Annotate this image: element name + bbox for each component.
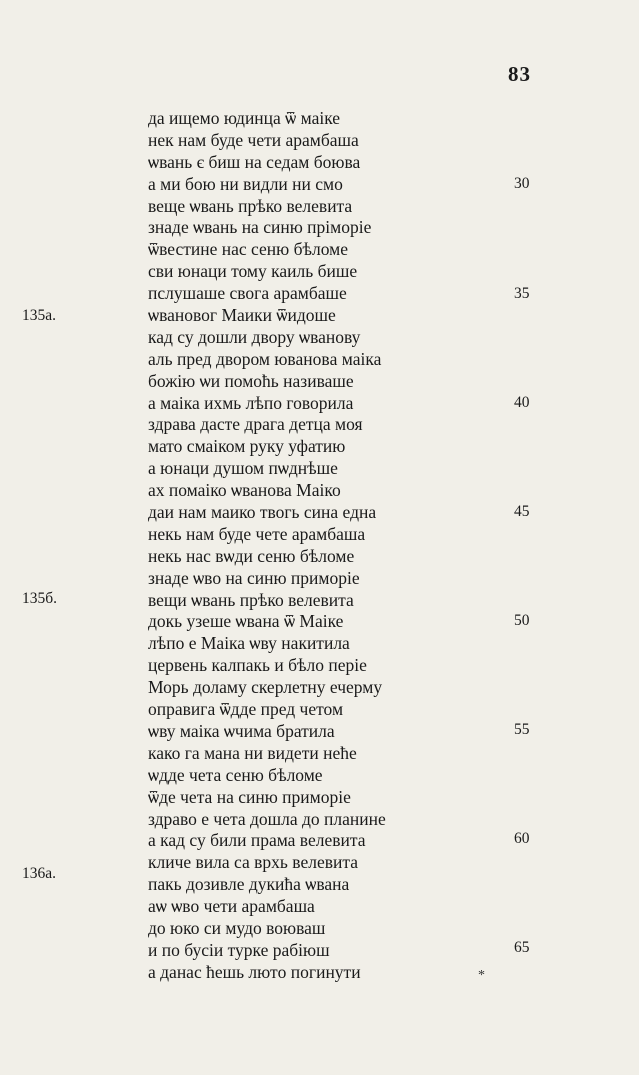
verse-line: а юнаци душом пѡднѣше (148, 458, 338, 479)
verse-line: божію ѡи помоћь називаше (148, 370, 354, 391)
verse-line: лѣпо е Маіка ѡву накитила (148, 633, 350, 654)
verse-line: и по бусіи турке рабіюш (148, 939, 330, 960)
verse-line: ѡдде чета сеню бѣломе (148, 764, 323, 785)
verse-line: ѿвестине нас сеню бѣломе (148, 239, 348, 260)
verse-line: некь нам буде чете арамбаша (148, 523, 366, 544)
verse-line: здраво е чета дошла до планине (148, 808, 386, 829)
line-number: 60 (514, 830, 530, 847)
verse-line: знаде ѡвань на синю пріморіе (148, 217, 372, 238)
line-number: 35 (514, 285, 530, 302)
verse-line: веще ѡвань прѣко велевита (148, 195, 353, 216)
line-number: 45 (514, 503, 530, 520)
folio-mark: 135б. (22, 590, 58, 607)
verse-line: пакь дозивле дукића ѡвана (148, 874, 350, 895)
verse-line: а кад су били прама велевита (148, 830, 366, 851)
verse-line: ѿде чета на синю приморіе (148, 786, 351, 807)
verse-line: Морь доламу скерлетну ечерму (148, 677, 383, 698)
verse-line: ѡву маіка ѡчима братила (148, 720, 335, 741)
verse-lines (148, 108, 448, 984)
verse-line: оправига ѿдде пред четом (148, 699, 344, 720)
verse-line: ѡвань є биш на седам боюва (148, 151, 361, 172)
verse-line: цервень калпакь и бѣло періе (148, 655, 367, 676)
verse-line: нек нам буде чети арамбаша (148, 129, 359, 150)
verse-line: кличе вила са врхь велевита (148, 852, 358, 873)
verse-line: пслушаше свога арамбаше (148, 283, 347, 304)
verse-line: даи нам маико твогь сина една (148, 502, 377, 523)
verse-line: кад су дошли двору ѡванову (148, 326, 361, 347)
line-number: 50 (514, 612, 530, 629)
verse-line: сви юнаци тому каиль бише (148, 261, 358, 282)
asterisk-mark: * (478, 968, 485, 983)
line-number: 40 (514, 394, 530, 411)
verse-line: а данас ћешь лютo погинути (148, 961, 361, 982)
verse-line: како га мана ни видети нећe (148, 742, 357, 763)
verse-line: знаде ѡво на синю приморіе (148, 567, 360, 588)
verse-line: вещи ѡвань прѣко велевита (148, 589, 354, 610)
verse-line: докь узеше ѡвана ѿ Маіке (148, 611, 344, 632)
line-number: 65 (514, 939, 530, 956)
verse-line: некь нас вѡди сеню бѣломе (148, 545, 355, 566)
verse-line: до юко си мудо воюваш (148, 917, 326, 938)
line-number: 55 (514, 721, 530, 738)
line-number: 30 (514, 175, 530, 192)
verse-line: аѡ ѡво чети арамбаша (148, 896, 315, 917)
verse-line: ах помаіко ѡванова Маіко (148, 480, 341, 501)
folio-mark: 136a. (22, 865, 57, 882)
verse-line: аль пред двором ювановa маіка (148, 348, 382, 369)
folio-mark: 135a. (22, 307, 57, 324)
verse-line: мато смаіком руку уфатию (148, 436, 346, 457)
verse-line: а ми бою ни видли ни смо (148, 173, 343, 194)
page-number: 83 (508, 62, 531, 86)
verse-line: да ищемо юдинца ѿ маіке (148, 108, 341, 128)
verse-line: ѡвановог Маики ѿидоше (148, 305, 336, 326)
verse-line: здрава дасте драга детца моя (148, 414, 363, 435)
verse-line: а маіка ихмь лѣпо говорила (148, 392, 354, 413)
